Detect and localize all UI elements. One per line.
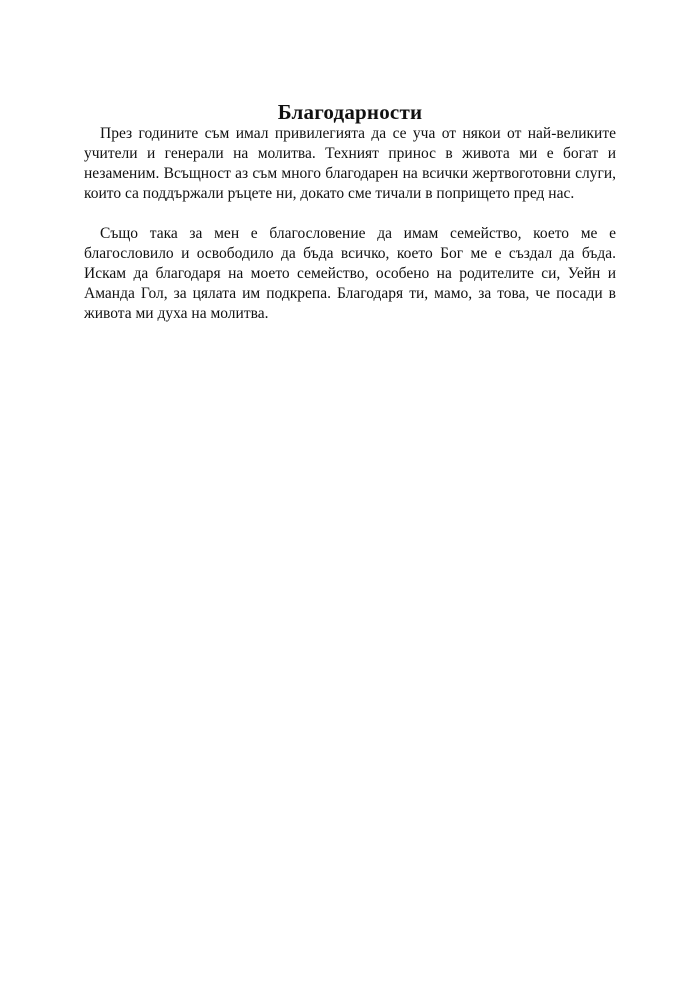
page-title: Благодарности bbox=[277, 100, 423, 125]
paragraph-1: През годините съм имал привилегията да се уча от някои от най-великите учители и генерали на молитва. Техният принос в живота ми е богат и незаменим. Всъщност аз съм много благодарен на всички жертвоготовни слуги, които са поддържали ръцете ни, докато сме тичали в попрището пред нас. bbox=[84, 125, 616, 202]
document-body bbox=[84, 124, 616, 324]
paragraph-2: Също така за мен е благословение да имам семейство, което ме е благословило и освободило да бъда всичко, което Бог ме е създал да бъда. Искам да благодаря на моето семейство, особено на родителите си, Уейн и Аманда Гол, за цялата им подкрепа. Благодаря ти, мамо, за това, че посади в живота ми духа на молитва. bbox=[84, 225, 616, 322]
